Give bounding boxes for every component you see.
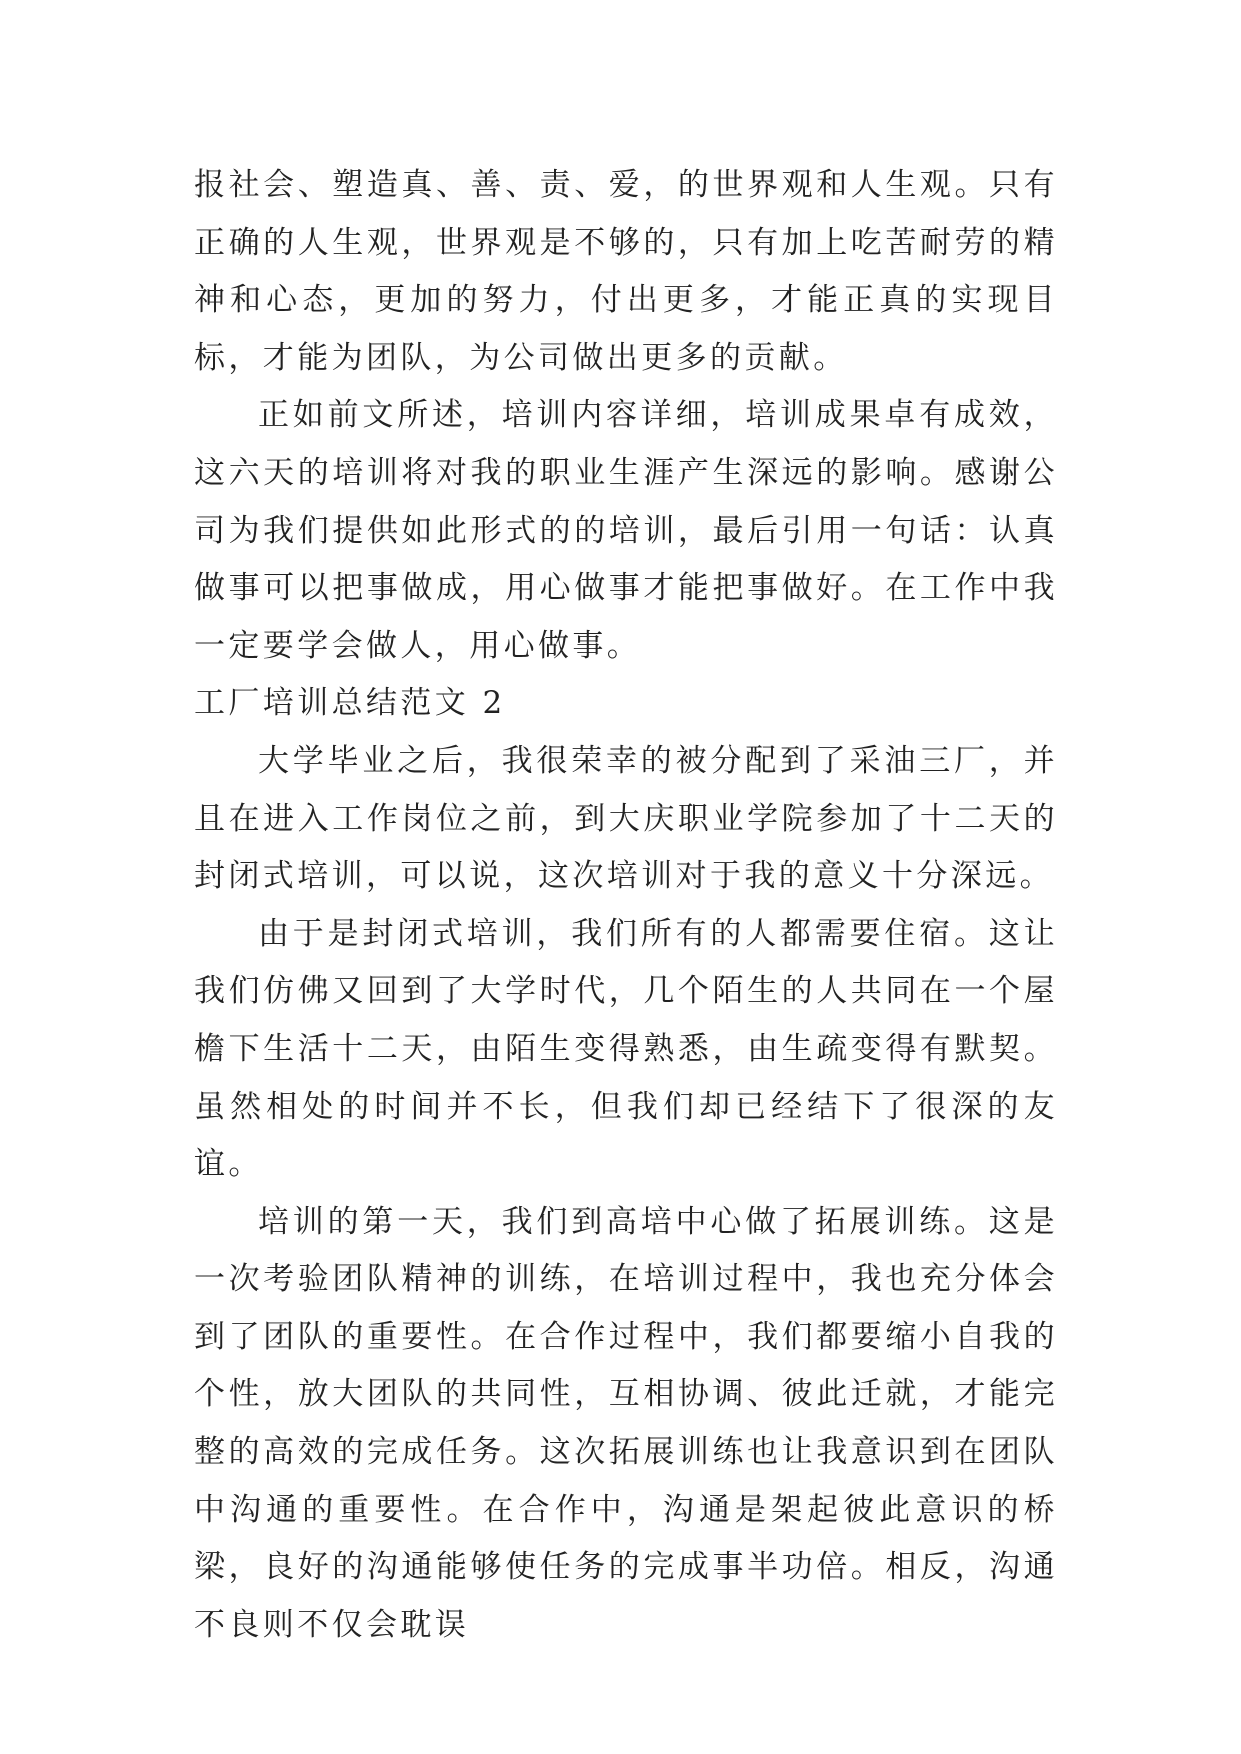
paragraph-intro: 大学毕业之后，我很荣幸的被分配到了采油三厂，并且在进入工作岗位之前，到大庆职业学院参加了十二天的封闭式培训，可以说，这次培训对于我的意义十分深远。 xyxy=(194,742,1058,895)
document-body xyxy=(194,157,1058,1654)
paragraph-accommodation: 由于是封闭式培训，我们所有的人都需要住宿。这让我们仿佛又回到了大学时代，几个陌生的人共同在一个屋檐下生活十二天，由陌生变得熟悉，由生疏变得有默契。虽然相处的时间并不长，但我们却已经结下了很深的友谊。 xyxy=(194,915,1058,1183)
section-heading: 工厂培训总结范文 2 xyxy=(194,685,506,722)
paragraph-conclusion: 正如前文所述，培训内容详细，培训成果卓有成效，这六天的培训将对我的职业生涯产生深远的影响。感谢公司为我们提供如此形式的的培训，最后引用一句话：认真做事可以把事做成，用心做事才能把事做好。在工作中我一定要学会做人，用心做事。 xyxy=(194,397,1058,664)
paragraph-continued: 报社会、塑造真、善、责、爱，的世界观和人生观。只有正确的人生观，世界观是不够的，只有加上吃苦耐劳的精神和心态，更加的努力，付出更多，才能正真的实现目标，才能为团队，为公司做出更多的贡献。 xyxy=(194,167,1058,376)
paragraph-first-day: 培训的第一天，我们到高培中心做了拓展训练。这是一次考验团队精神的训练，在培训过程中，我也充分体会到了团队的重要性。在合作过程中，我们都要缩小自我的个性，放大团队的共同性，互相协调、彼此迁就，才能完整的高效的完成任务。这次拓展训练也让我意识到在团队中沟通的重要性。在合作中，沟通是架起彼此意识的桥梁，良好的沟通能够使任务的完成事半功倍。相反，沟通不良则不仅会耽误 xyxy=(194,1203,1058,1643)
